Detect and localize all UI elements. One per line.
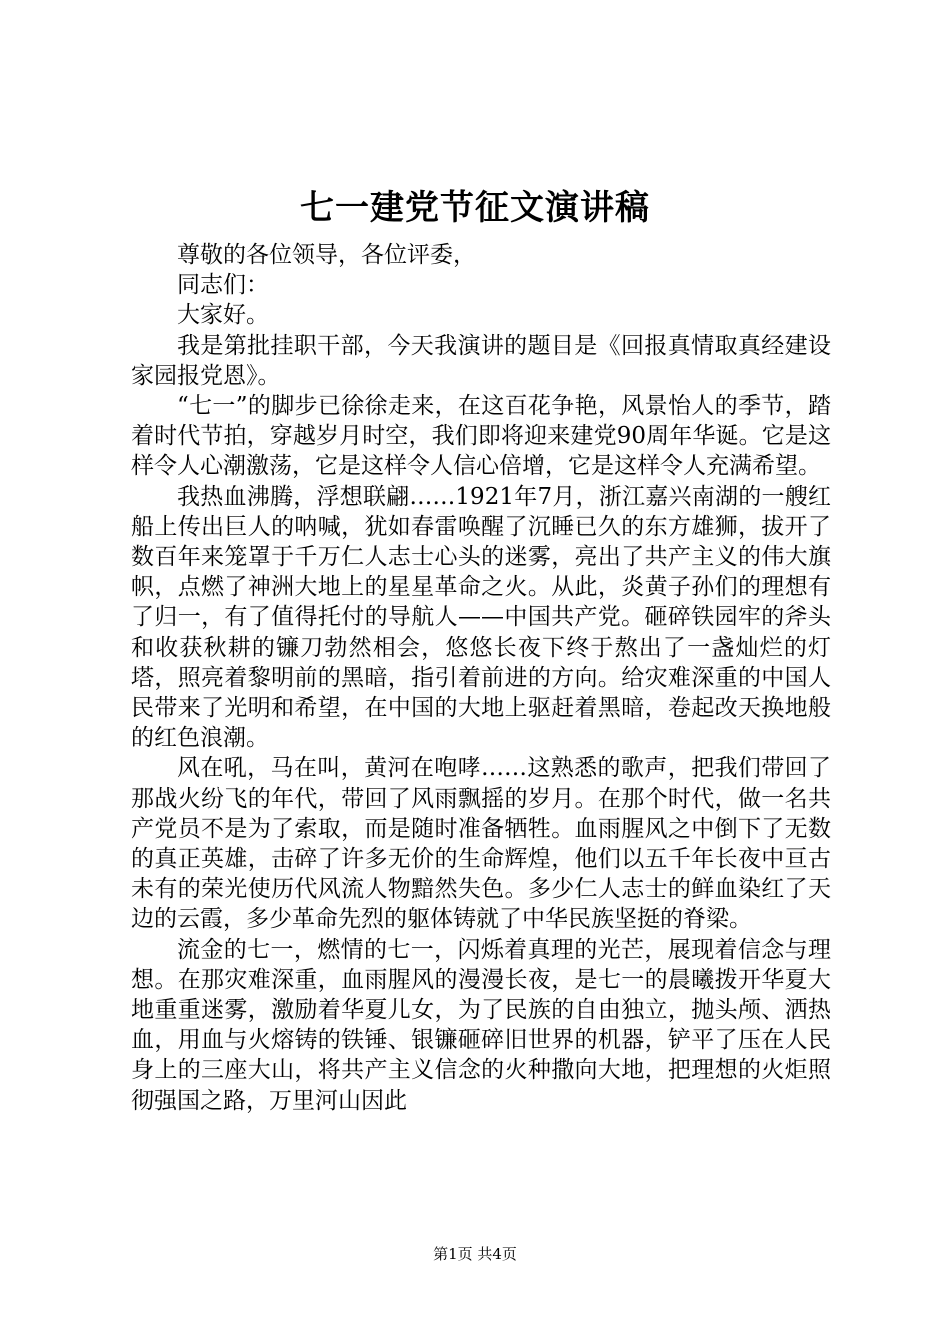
page-title: 七一建党节征文演讲稿 — [300, 188, 650, 228]
paragraph: “七一”的脚步已徐徐走来，在这百花争艳，风景怡人的季节，踏着时代节拍，穿越岁月时空，我们即将迎来建党90周年华诞。它是这样令人心潮激荡，它是这样令人信心倍增，它是这样令人充满希望。 — [131, 393, 831, 480]
paragraph: 风在吼，马在叫，黄河在咆哮……这熟悉的歌声，把我们带回了那战火纷飞的年代，带回了风雨飘摇的岁月。在那个时代，做一名共产党员不是为了索取，而是随时准备牺牲。血雨腥风之中倒下了无数的真正英雄，击碎了许多无价的生命辉煌，他们以五千年长夜中亘古未有的荣光使历代风流人物黯然失色。多少仁人志士的鲜血染红了天边的云霞，多少革命先烈的躯体铸就了中华民族坚挺的脊梁。 — [131, 755, 831, 933]
paragraph: 流金的七一，燃情的七一，闪烁着真理的光芒，展现着信念与理想。在那灾难深重，血雨腥风的漫漫长夜，是七一的晨曦拨开华夏大地重重迷雾，激励着华夏儿女，为了民族的自由独立，抛头颅、洒热血，用血与火熔铸的铁锤、银镰砸碎旧世界的机器，铲平了压在人民身上的三座大山，将共产主义信念的火种撒向大地，把理想的火炬照彻强国之路，万里河山因此 — [131, 936, 831, 1114]
paragraph-introduction: 我是第批挂职干部，今天我演讲的题目是《回报真情取真经建设家园报党恩》。 — [131, 332, 831, 389]
paragraph-comrades: 同志们： — [177, 272, 269, 299]
page-number-footer: 第1页 共4页 — [433, 1245, 517, 1263]
paragraph-salutation: 尊敬的各位领导，各位评委， — [177, 242, 476, 268]
paragraph-greeting: 大家好。 — [177, 302, 269, 329]
document-body — [131, 240, 831, 1116]
paragraph: 我热血沸腾，浮想联翩……1921年7月，浙江嘉兴南湖的一艘红船上传出巨人的呐喊，犹如春雷唤醒了沉睡已久的东方雄狮，拔开了数百年来笼罩于千万仁人志士心头的迷雾，亮出了共产主义的伟大旗帜，点燃了神洲大地上的星星革命之火。从此，炎黄子孙们的理想有了归一，有了值得托付的导航人——中国共产党。砸碎铁园牢的斧头和收获秋耕的镰刀勃然相会，悠悠长夜下终于熬出了一盏灿烂的灯塔，照亮着黎明前的黑暗，指引着前进的方向。给灾难深重的中国人民带来了光明和希望，在中国的大地上驱赶着黑暗，卷起改天换地般的红色浪潮。 — [131, 483, 831, 752]
